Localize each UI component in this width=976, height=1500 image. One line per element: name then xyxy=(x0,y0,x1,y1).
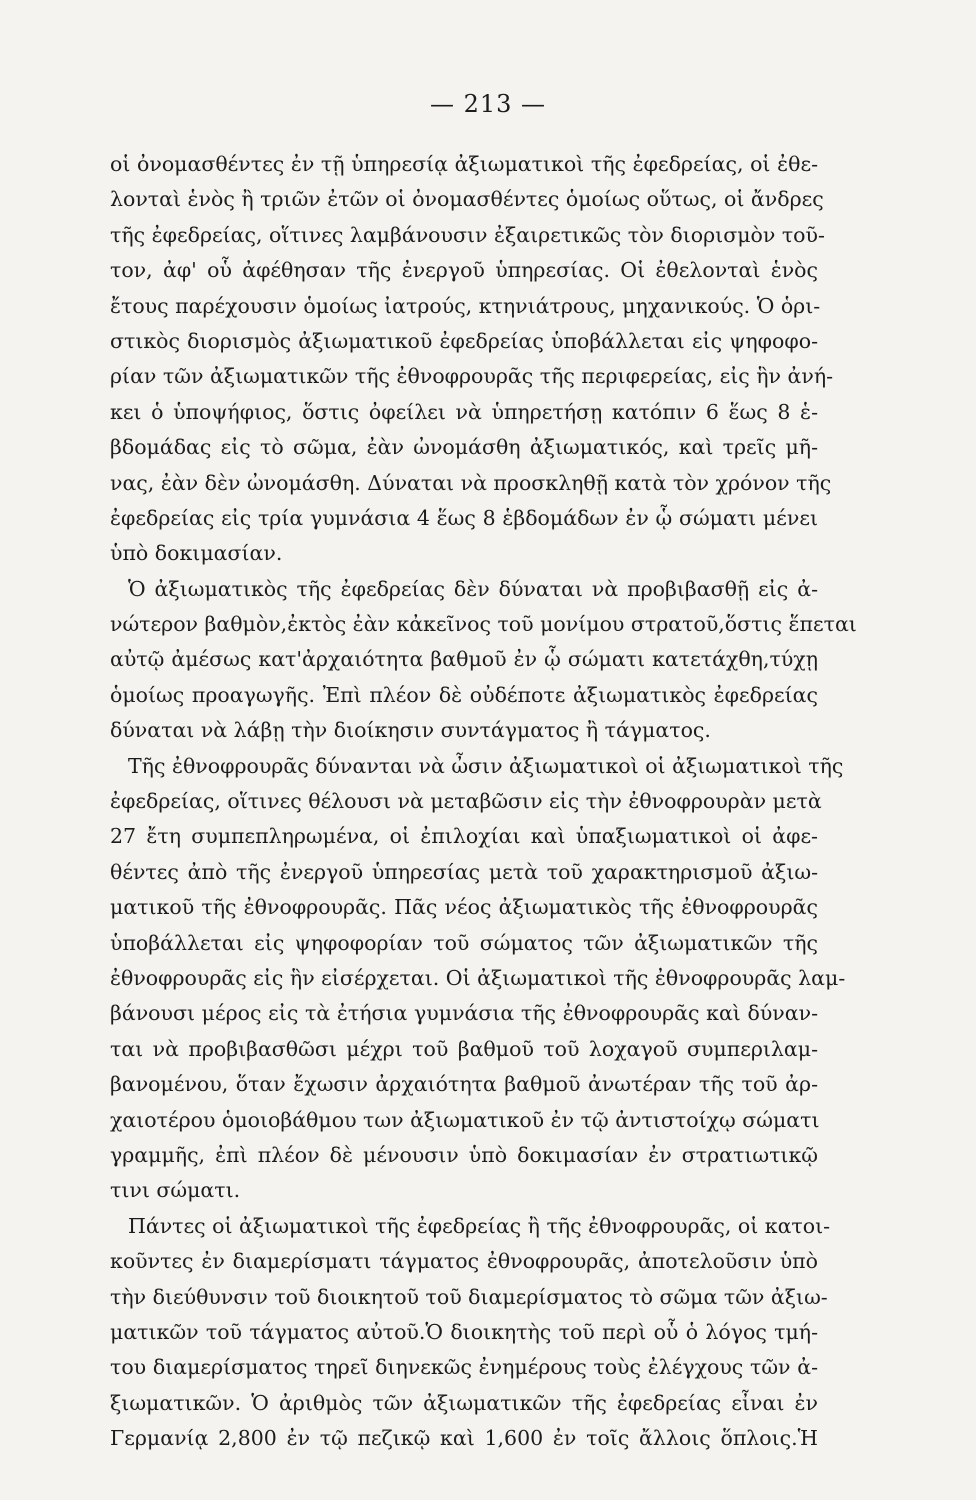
text-line: ἐθνοφρουρᾶς εἰς ἣν εἰσέρχεται. Οἱ ἀξιωματικοὶ τῆς ἐθνοφρουρᾶς λαμ- xyxy=(110,965,846,990)
page-text xyxy=(110,147,857,1456)
text-line: ται νὰ προβιβασθῶσι μέχρι τοῦ βαθμοῦ τοῦ λοχαγοῦ συμπεριλαμ- xyxy=(110,1036,818,1061)
text-line: βδομάδας εἰς τὸ σῶμα, ἐὰν ὠνομάσθη ἀξιωματικός, καὶ τρεῖς μῆ- xyxy=(110,435,818,460)
text-line: ματικοῦ τῆς ἐθνοφρουρᾶς. Πᾶς νέος ἀξιωματικὸς τῆς ἐθνοφρουρᾶς xyxy=(110,895,818,920)
text-line: λονταὶ ἑνὸς ἢ τριῶν ἐτῶν οἱ ὀνομασθέντες ὁμοίως οὕτως, οἱ ἄνδρες xyxy=(110,187,824,212)
paragraph-start-line: Τῆς ἐθνοφρουρᾶς δύνανται νὰ ὦσιν ἀξιωματικοὶ οἱ ἀξιωματικοὶ τῆς xyxy=(128,753,844,778)
text-line: τὴν διεύθυνσιν τοῦ διοικητοῦ τοῦ διαμερίσματος τὸ σῶμα τῶν ἀξιω- xyxy=(110,1284,828,1309)
text-line: ὁμοίως προαγωγῆς. Ἐπὶ πλέον δὲ οὐδέποτε ἀξιωματικὸς ἐφεδρείας xyxy=(110,682,818,707)
text-line: κει ὁ ὑποψήφιος, ὅστις ὀφείλει νὰ ὑπηρετήσῃ κατόπιν 6 ἕως 8 ἑ- xyxy=(110,399,818,424)
text-line: νώτερον βαθμὸν,ἐκτὸς ἐὰν κἀκεῖνος τοῦ μονίμου στρατοῦ,ὅστις ἕπεται xyxy=(110,612,857,637)
text-line: βανομένου, ὅταν ἔχωσιν ἀρχαιότητα βαθμοῦ ἀνωτέραν τῆς τοῦ ἀρ- xyxy=(110,1072,818,1097)
text-line: θέντες ἀπὸ τῆς ἐνεργοῦ ὑπηρεσίας μετὰ τοῦ χαρακτηρισμοῦ ἀξιω- xyxy=(110,859,818,884)
text-line: κοῦντες ἐν διαμερίσματι τάγματος ἐθνοφρουρᾶς, ἀποτελοῦσιν ὑπὸ xyxy=(110,1249,818,1274)
text-line: οἱ ὀνομασθέντες ἐν τῇ ὑπηρεσίᾳ ἀξιωματικοὶ τῆς ἐφεδρείας, οἱ ἐθε- xyxy=(110,152,818,176)
text-line: τινι σώματι. xyxy=(110,1178,241,1203)
text-line: τον, ἀφ' οὗ ἀφέθησαν τῆς ἐνεργοῦ ὑπηρεσίας. Οἱ ἐθελονταὶ ἑνὸς xyxy=(110,258,818,283)
text-line: ἔτους παρέχουσιν ὁμοίως ἰατρούς, κτηνιάτρους, μηχανικούς. Ὁ ὁρι- xyxy=(110,293,821,318)
text-line: ματικῶν τοῦ τάγματος αὐτοῦ.Ὁ διοικητὴς τοῦ περὶ οὗ ὁ λόγος τμή- xyxy=(110,1319,818,1344)
text-line: 27 ἔτη συμπεπληρωμένα, οἱ ἐπιλοχίαι καὶ ὑπαξιωματικοὶ οἱ ἀφε- xyxy=(110,824,818,849)
text-line: δύναται νὰ λάβῃ τὴν διοίκησιν συντάγματος ἢ τάγματος. xyxy=(110,718,711,743)
text-line: ἐφεδρείας, οἵτινες θέλουσι νὰ μεταβῶσιν εἰς τὴν ἐθνοφρουρὰν μετὰ xyxy=(110,789,822,814)
text-line: αὐτῷ ἀμέσως κατ'ἀρχαιότητα βαθμοῦ ἐν ᾧ σώματι κατετάχθη,τύχῃ xyxy=(110,647,818,672)
text-line: γραμμῆς, ἐπὶ πλέον δὲ μένουσιν ὑπὸ δοκιμασίαν ἐν στρατιωτικῷ xyxy=(110,1142,818,1167)
paragraph-start-line: Πάντες οἱ ἀξιωματικοὶ τῆς ἐφεδρείας ἢ τῆς ἐθνοφρουρᾶς, οἱ κατοι- xyxy=(128,1213,831,1238)
paragraph-start-line: Ὁ ἀξιωματικὸς τῆς ἐφεδρείας δὲν δύναται νὰ προβιβασθῇ εἰς ἀ- xyxy=(128,576,818,601)
page-number: — 213 — xyxy=(429,90,547,118)
text-line: βάνουσι μέρος εἰς τὰ ἐτήσια γυμνάσια τῆς ἐθνοφρουρᾶς καὶ δύναν- xyxy=(110,1001,818,1026)
text-line: τῆς ἐφεδρείας, οἵτινες λαμβάνουσιν ἐξαιρετικῶς τὸν διορισμὸν τοῦ- xyxy=(110,222,825,247)
text-line: Γερμανίᾳ 2,800 ἐν τῷ πεζικῷ καὶ 1,600 ἐν τοῖς ἄλλοις ὅπλοις.Ἡ xyxy=(110,1426,818,1451)
text-line: χαιοτέρου ὁμοιοβάθμου των ἀξιωματικοῦ ἐν τῷ ἀντιστοίχῳ σώματι xyxy=(110,1107,820,1132)
text-line: ὑπὸ δοκιμασίαν. xyxy=(110,541,283,566)
text-line: ἐφεδρείας εἰς τρία γυμνάσια 4 ἕως 8 ἑβδομάδων ἐν ᾧ σώματι μένει xyxy=(110,505,818,530)
text-line: του διαμερίσματος τηρεῖ διηνεκῶς ἐνημέρους τοὺς ἐλέγχους τῶν ἀ- xyxy=(110,1355,818,1380)
text-line: στικὸς διορισμὸς ἀξιωματικοῦ ἐφεδρείας ὑποβάλλεται εἰς ψηφοφο- xyxy=(110,328,818,353)
text-line: ξιωματικῶν. Ὁ ἀριθμὸς τῶν ἀξιωματικῶν τῆς ἐφεδρείας εἶναι ἐν xyxy=(110,1390,818,1415)
text-line: ρίαν τῶν ἀξιωματικῶν τῆς ἐθνοφρουρᾶς τῆς περιφερείας, εἰς ἣν ἀνή- xyxy=(110,364,834,389)
text-line: νας, ἐὰν δὲν ὠνομάσθη. Δύναται νὰ προσκληθῇ κατὰ τὸν χρόνον τῆς xyxy=(110,470,832,495)
text-line: ὑποβάλλεται εἰς ψηφοφορίαν τοῦ σώματος τῶν ἀξιωματικῶν τῆς xyxy=(110,930,818,955)
